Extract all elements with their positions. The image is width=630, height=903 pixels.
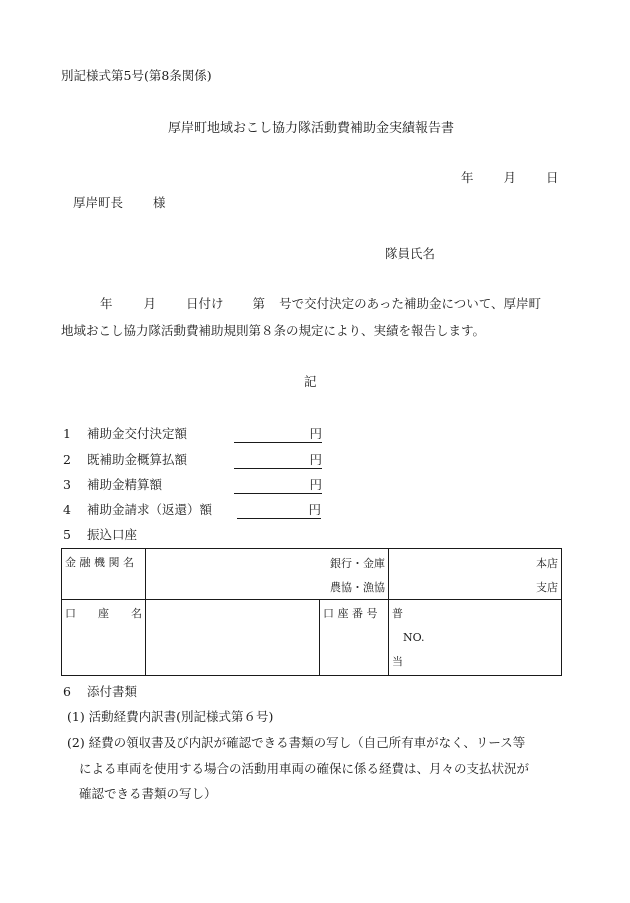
addressee-name: 厚岸町長 [73,195,124,210]
yen-unit: 円 [308,502,321,517]
section-label: 添付書類 [86,684,137,699]
account-name-label-cell [62,600,146,676]
account-no-label: NO. [403,631,425,644]
attachment-2-line-2: による車両を使用する場合の活動用車両の確保に係る経費は、月々の支払状況が [79,761,530,776]
date-line [461,172,559,185]
account-number-cell [389,600,562,676]
body-line-2: 地域おこし協力隊活動費補助規則第８条の規定により、実績を報告します。 [61,323,486,338]
date-month: 月 [503,170,517,185]
date-day: 日 [546,170,559,185]
account-name-label: 口 座 名 [65,607,142,620]
account-number-label: 口 座 番 号 [323,607,378,620]
item-3-amount [234,479,322,494]
addressee [73,197,166,210]
amount-line [237,504,321,519]
document-title: 厚岸町地域おこし協力隊活動費補助金実績報告書 [168,121,455,136]
yen-unit: 円 [309,477,322,492]
item-label: 補助金交付決定額 [86,426,187,441]
attachment-2-line-1: (2) 経費の領収書及び内訳が確認できる書類の写し（自己所有車がなく、リース等 [67,735,526,750]
yen-unit: 円 [309,452,322,467]
item-number: 2 [63,452,71,467]
institution-label-cell [62,549,146,600]
bank-row [62,549,562,600]
account-number-label-cell [320,600,389,676]
body-day-suffix: 日付け [186,296,224,311]
item-3 [63,479,162,492]
branch-line-1: 本店 [536,557,558,570]
account-type-futsu: 普 [392,607,403,620]
date-year: 年 [461,170,474,185]
bank-type-line-1: 銀行・金庫 [330,557,385,570]
item-number: 4 [63,502,71,517]
item-2-amount [234,454,322,469]
body-line-1 [100,298,541,311]
attachment-1: (1) 活動経費内訳書(別記様式第６号) [67,709,274,724]
bank-account-table [61,548,562,676]
section-number: 5 [63,527,71,542]
body-line-1-text: 号で交付決定のあった補助金について、厚岸町 [279,296,541,311]
branch-line-2: 支店 [536,581,558,594]
yen-unit: 円 [309,426,322,441]
bank-type-line-2: 農協・漁協 [330,581,385,594]
item-1 [63,428,187,441]
section-6-heading [63,686,137,699]
body-year: 年 [100,296,113,311]
item-label: 補助金請求（返還）額 [86,502,212,517]
amount-line [234,454,322,469]
institution-label: 金 融 機 関 名 [65,556,134,569]
account-type-touza: 当 [392,655,403,668]
item-4-amount [237,504,321,519]
section-5-heading [63,529,137,542]
amount-line [234,479,322,494]
account-row [62,600,562,676]
section-number: 6 [63,684,71,699]
item-1-amount [234,428,322,443]
item-label: 既補助金概算払額 [86,452,187,467]
ki-heading: 記 [304,374,317,389]
branch-cell [389,549,562,600]
body-dai: 第 [252,296,266,311]
account-name-cell [146,600,320,676]
reporter-name-label: 隊員氏名 [385,246,436,261]
item-label: 補助金精算額 [86,477,162,492]
body-month: 月 [143,296,157,311]
item-4 [63,504,212,517]
amount-line [234,428,322,443]
form-number: 別記様式第5号(第8条関係) [61,68,212,83]
section-label: 振込口座 [86,527,137,542]
addressee-honorific: 様 [153,195,166,210]
bank-name-cell [146,549,389,600]
item-number: 3 [63,477,71,492]
item-number: 1 [63,426,71,441]
item-2 [63,454,187,467]
attachment-2-line-3: 確認できる書類の写し） [79,786,217,801]
